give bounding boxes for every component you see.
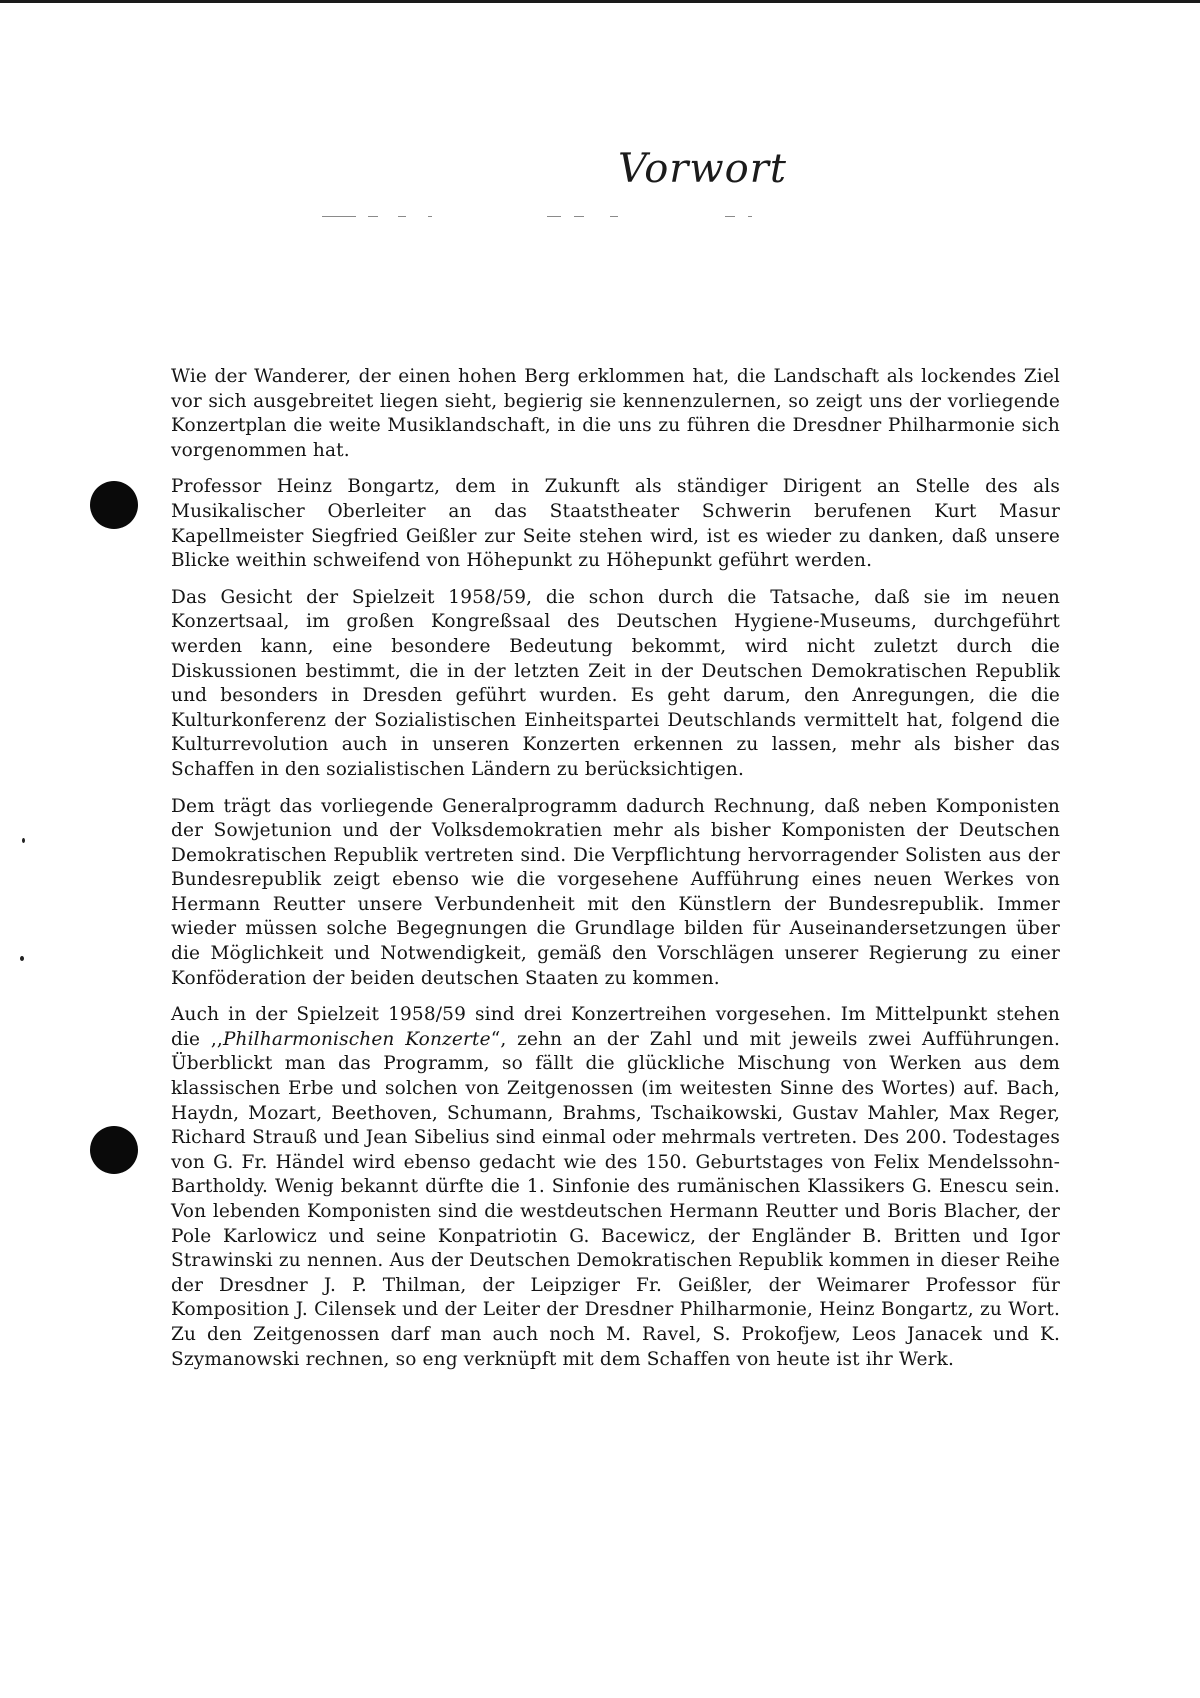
paragraph-5	[171, 1003, 1060, 1372]
scan-speck	[22, 838, 25, 843]
title-underline-segment	[725, 216, 735, 217]
title-underline-segment	[428, 216, 432, 217]
paragraph-2: Professor Heinz Bongartz, dem in Zukunft als ständiger Dirigent an Stelle des als Musikalischer Oberleiter an das Staatstheater Schwerin berufenen Kurt Masur Kapellmeister Siegfried Geißler zur Seite stehen wird, ist es wieder zu danken, daß unsere Blicke weithin schweifend von Höhepunkt zu Höhepunkt geführt werden.	[171, 476, 1060, 572]
concert-series-name: Philharmonischen Konzerte	[222, 1028, 491, 1050]
foreword-body	[171, 365, 1060, 1384]
punch-hole-top	[90, 481, 138, 529]
title-underline-segment	[610, 216, 618, 217]
title-underline-segment	[547, 216, 561, 217]
title-underline-segment	[748, 216, 752, 217]
page-top-border	[0, 0, 1200, 3]
title-underline-segment	[368, 216, 378, 217]
punch-hole-bottom	[90, 1126, 138, 1174]
paragraph-1: Wie der Wanderer, der einen hohen Berg erklommen hat, die Landschaft als lockendes Ziel vor sich ausgebreitet liegen sieht, begierig sie kennenzulernen, so zeigt uns der vorliegende Konzertplan die weite Musiklandschaft, in die uns zu führen die Dresdner Philharmonie sich vorgenommen hat.	[171, 366, 1060, 461]
page-title: Vorwort	[618, 146, 787, 192]
paragraph-5-text-rest: “, zehn an der Zahl und mit jeweils zwei Aufführungen. Überblickt man das Programm, so fällt die glückliche Mischung von Werken aus dem klassischen Erbe und solchen von Zeitgenossen (im weitesten Sinne des Wortes) auf. Bach, Haydn, Mozart, Beethoven, Schumann, Brahms, Tschaikowski, Gustav Mahler, Max Reger, Richard Strauß und Jean Sibelius sind einmal oder mehrmals vertreten. Des 200. Todestages von G. Fr. Händel wird ebenso gedacht wie des 150. Geburtstages von Felix Mendelssohn-Bartholdy. Wenig bekannt dürfte die 1. Sinfonie des rumänischen Klassikers G. Enescu sein. Von lebenden Komponisten sind die westdeutschen Hermann Reutter und Boris Blacher, der Pole Karlowicz und seine Konpatriotin G. Bacewicz, der Engländer B. Britten und Igor Strawinski zu nennen. Aus der Deutschen Demokratischen Republik kommen in dieser Reihe der Dresdner J. P. Thilman, der Leipziger Fr. Geißler, der Weimarer Professor für Komposition J. Cilensek und der Leiter der Dresdner Philharmonie, Heinz Bongartz, zu Wort. Zu den Zeitgenossen darf man auch noch M. Ravel, S. Prokofjew, Leos Janacek und K. Szymanowski rechnen, so eng verknüpft mit dem Schaffen von heute ist ihr Werk.	[171, 1028, 1061, 1370]
title-underline-segment	[398, 216, 406, 217]
paragraph-3: Das Gesicht der Spielzeit 1958/59, die schon durch die Tatsache, daß sie im neuen Konzertsaal, im großen Kongreßsaal des Deutschen Hygiene-Museums, durchgeführt werden kann, eine besondere Bedeutung bekommt, wird nicht zuletzt durch die Diskussionen bestimmt, die in der letzten Zeit in der Deutschen Demokratischen Republik und besonders in Dresden geführt wurden. Es geht darum, den Anregungen, die die Kulturkonferenz der Sozialistischen Einheitspartei Deutschlands vermittelt hat, folgend die Kulturrevolution auch in unseren Konzerten erkennen zu lassen, mehr als bisher das Schaffen in den sozialistischen Ländern zu berücksichtigen.	[171, 586, 1060, 780]
paragraph-5-text-start: Auch in der Spielzeit 1958/59 sind drei Konzertreihen vorgesehen. Im Mittelpunkt stehen die ,,	[171, 1004, 1060, 1050]
paragraph-4: Dem trägt das vorliegende Generalprogramm dadurch Rechnung, daß neben Komponisten der Sowjetunion und der Volksdemokratien mehr als bisher Komponisten der Deutschen Demokratischen Republik vertreten sind. Die Verpflichtung hervorragender Solisten aus der Bundesrepublik zeigt ebenso wie die vorgesehene Aufführung eines neuen Werkes von Hermann Reutter unsere Verbundenheit mit den Künstlern der Bundesrepublik. Immer wieder müssen solche Begegnungen die Grundlage bilden für Auseinandersetzungen über die Möglichkeit und Notwendigkeit, gemäß den Vorschlägen unserer Regierung zu einer Konföderation der beiden deutschen Staaten zu kommen.	[171, 795, 1060, 989]
title-underline-segment	[322, 216, 356, 217]
title-underline-segment	[574, 216, 584, 217]
scan-speck	[20, 956, 24, 961]
